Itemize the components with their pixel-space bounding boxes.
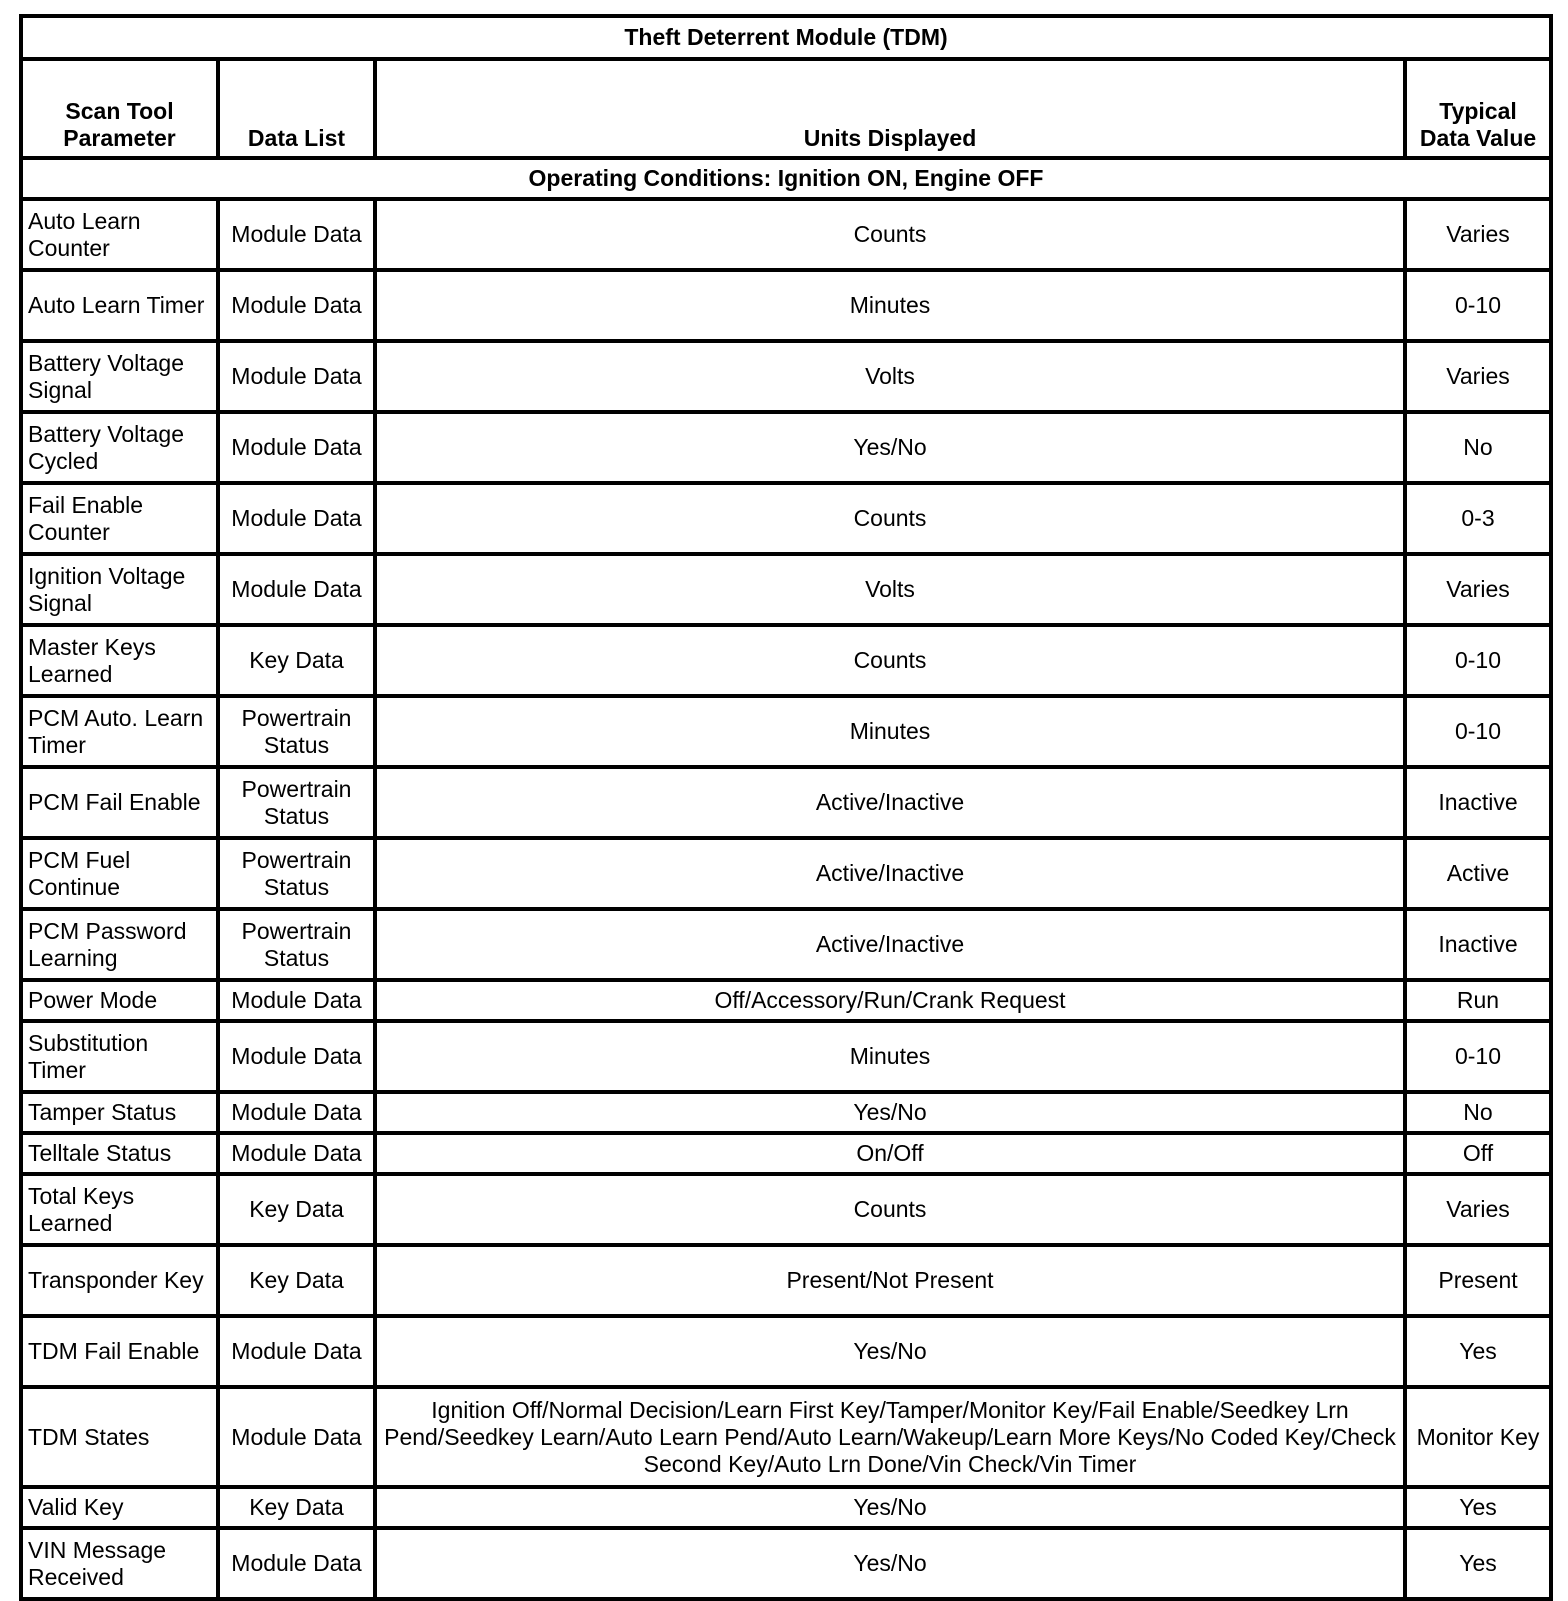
units-cell: Counts (375, 1174, 1405, 1245)
typical-value-cell: 0-10 (1405, 1021, 1551, 1092)
parameter-cell: Master Keys Learned (21, 625, 218, 696)
parameter-cell: PCM Auto. Learn Timer (21, 696, 218, 767)
typical-value-cell: Monitor Key (1405, 1387, 1551, 1487)
data-list-cell: Module Data (218, 412, 375, 483)
table-row (21, 1021, 1551, 1092)
units-cell: Minutes (375, 1021, 1405, 1092)
data-list-cell: Powertrain Status (218, 838, 375, 909)
table-title: Theft Deterrent Module (TDM) (21, 16, 1551, 59)
typical-value-cell: Varies (1405, 554, 1551, 625)
table-row (21, 838, 1551, 909)
table-row (21, 1387, 1551, 1487)
typical-value-cell: Yes (1405, 1316, 1551, 1387)
data-list-cell: Module Data (218, 270, 375, 341)
tdm-data-table (19, 14, 1553, 1601)
table-row (21, 412, 1551, 483)
table-row (21, 1316, 1551, 1387)
table-row (21, 483, 1551, 554)
parameter-cell: Ignition Voltage Signal (21, 554, 218, 625)
typical-value-cell: Varies (1405, 341, 1551, 412)
typical-value-cell: Off (1405, 1133, 1551, 1174)
data-list-cell: Module Data (218, 1316, 375, 1387)
table-row (21, 1245, 1551, 1316)
table-row (21, 1174, 1551, 1245)
typical-value-cell: Active (1405, 838, 1551, 909)
table-row (21, 554, 1551, 625)
table-row (21, 1528, 1551, 1599)
data-list-cell: Module Data (218, 199, 375, 270)
header-data-list: Data List (218, 59, 375, 158)
typical-value-cell: Present (1405, 1245, 1551, 1316)
table-row (21, 270, 1551, 341)
parameter-cell: Battery Voltage Cycled (21, 412, 218, 483)
units-cell: Ignition Off/Normal Decision/Learn First Key/Tamper/Monitor Key/Fail Enable/Seedkey Lrn Pend/Seedkey Learn/Auto Learn Pend/Auto Learn/Wakeup/Learn More Keys/No Coded Key/Check Second Key/Auto Lrn Done/Vin Check/Vin Timer (375, 1387, 1405, 1487)
data-list-cell: Key Data (218, 1174, 375, 1245)
table-row (21, 980, 1551, 1021)
data-list-cell: Module Data (218, 341, 375, 412)
data-list-cell: Powertrain Status (218, 909, 375, 980)
parameter-cell: TDM Fail Enable (21, 1316, 218, 1387)
typical-value-cell: Yes (1405, 1487, 1551, 1528)
parameter-cell: Total Keys Learned (21, 1174, 218, 1245)
data-list-cell: Module Data (218, 1528, 375, 1599)
units-cell: Yes/No (375, 1316, 1405, 1387)
data-list-cell: Module Data (218, 980, 375, 1021)
typical-value-cell: No (1405, 1092, 1551, 1133)
units-cell: Active/Inactive (375, 909, 1405, 980)
table-row (21, 1092, 1551, 1133)
table-row (21, 696, 1551, 767)
units-cell: Counts (375, 483, 1405, 554)
data-list-cell: Module Data (218, 1092, 375, 1133)
data-list-cell: Module Data (218, 1133, 375, 1174)
data-list-cell: Key Data (218, 1245, 375, 1316)
data-list-cell: Module Data (218, 483, 375, 554)
parameter-cell: VIN Message Received (21, 1528, 218, 1599)
typical-value-cell: 0-10 (1405, 270, 1551, 341)
data-list-cell: Key Data (218, 625, 375, 696)
units-cell: Counts (375, 625, 1405, 696)
units-cell: Active/Inactive (375, 767, 1405, 838)
parameter-cell: PCM Fail Enable (21, 767, 218, 838)
parameter-cell: Power Mode (21, 980, 218, 1021)
table-row (21, 625, 1551, 696)
typical-value-cell: 0-3 (1405, 483, 1551, 554)
units-cell: Volts (375, 341, 1405, 412)
table-row (21, 1133, 1551, 1174)
parameter-cell: PCM Fuel Continue (21, 838, 218, 909)
typical-value-cell: Yes (1405, 1528, 1551, 1599)
units-cell: Volts (375, 554, 1405, 625)
parameter-cell: Tamper Status (21, 1092, 218, 1133)
parameter-cell: Transponder Key (21, 1245, 218, 1316)
typical-value-cell: Inactive (1405, 909, 1551, 980)
units-cell: Present/Not Present (375, 1245, 1405, 1316)
typical-value-cell: Inactive (1405, 767, 1551, 838)
units-cell: On/Off (375, 1133, 1405, 1174)
typical-value-cell: Varies (1405, 199, 1551, 270)
typical-value-cell: 0-10 (1405, 696, 1551, 767)
header-typical-data-value: Typical Data Value (1405, 59, 1551, 158)
units-cell: Off/Accessory/Run/Crank Request (375, 980, 1405, 1021)
data-list-cell: Key Data (218, 1487, 375, 1528)
parameter-cell: Valid Key (21, 1487, 218, 1528)
parameter-cell: Auto Learn Timer (21, 270, 218, 341)
title-row (21, 16, 1551, 59)
units-cell: Minutes (375, 270, 1405, 341)
data-list-cell: Powertrain Status (218, 767, 375, 838)
typical-value-cell: Varies (1405, 1174, 1551, 1245)
data-list-cell: Module Data (218, 554, 375, 625)
units-cell: Yes/No (375, 1487, 1405, 1528)
parameter-cell: PCM Password Learning (21, 909, 218, 980)
data-list-cell: Powertrain Status (218, 696, 375, 767)
units-cell: Active/Inactive (375, 838, 1405, 909)
parameter-cell: Auto Learn Counter (21, 199, 218, 270)
parameter-cell: TDM States (21, 1387, 218, 1487)
table-row (21, 199, 1551, 270)
table-row (21, 1487, 1551, 1528)
units-cell: Yes/No (375, 1092, 1405, 1133)
data-list-cell: Module Data (218, 1021, 375, 1092)
units-cell: Minutes (375, 696, 1405, 767)
units-cell: Yes/No (375, 1528, 1405, 1599)
data-list-cell: Module Data (218, 1387, 375, 1487)
units-cell: Yes/No (375, 412, 1405, 483)
table-row (21, 341, 1551, 412)
header-units-displayed: Units Displayed (375, 59, 1405, 158)
header-scan-tool-parameter: Scan Tool Parameter (21, 59, 218, 158)
operating-conditions: Operating Conditions: Ignition ON, Engine OFF (21, 158, 1551, 199)
parameter-cell: Fail Enable Counter (21, 483, 218, 554)
typical-value-cell: Run (1405, 980, 1551, 1021)
parameter-cell: Battery Voltage Signal (21, 341, 218, 412)
header-row (21, 59, 1551, 158)
conditions-row (21, 158, 1551, 199)
typical-value-cell: No (1405, 412, 1551, 483)
parameter-cell: Telltale Status (21, 1133, 218, 1174)
typical-value-cell: 0-10 (1405, 625, 1551, 696)
table-row (21, 909, 1551, 980)
table-row (21, 767, 1551, 838)
units-cell: Counts (375, 199, 1405, 270)
parameter-cell: Substitution Timer (21, 1021, 218, 1092)
